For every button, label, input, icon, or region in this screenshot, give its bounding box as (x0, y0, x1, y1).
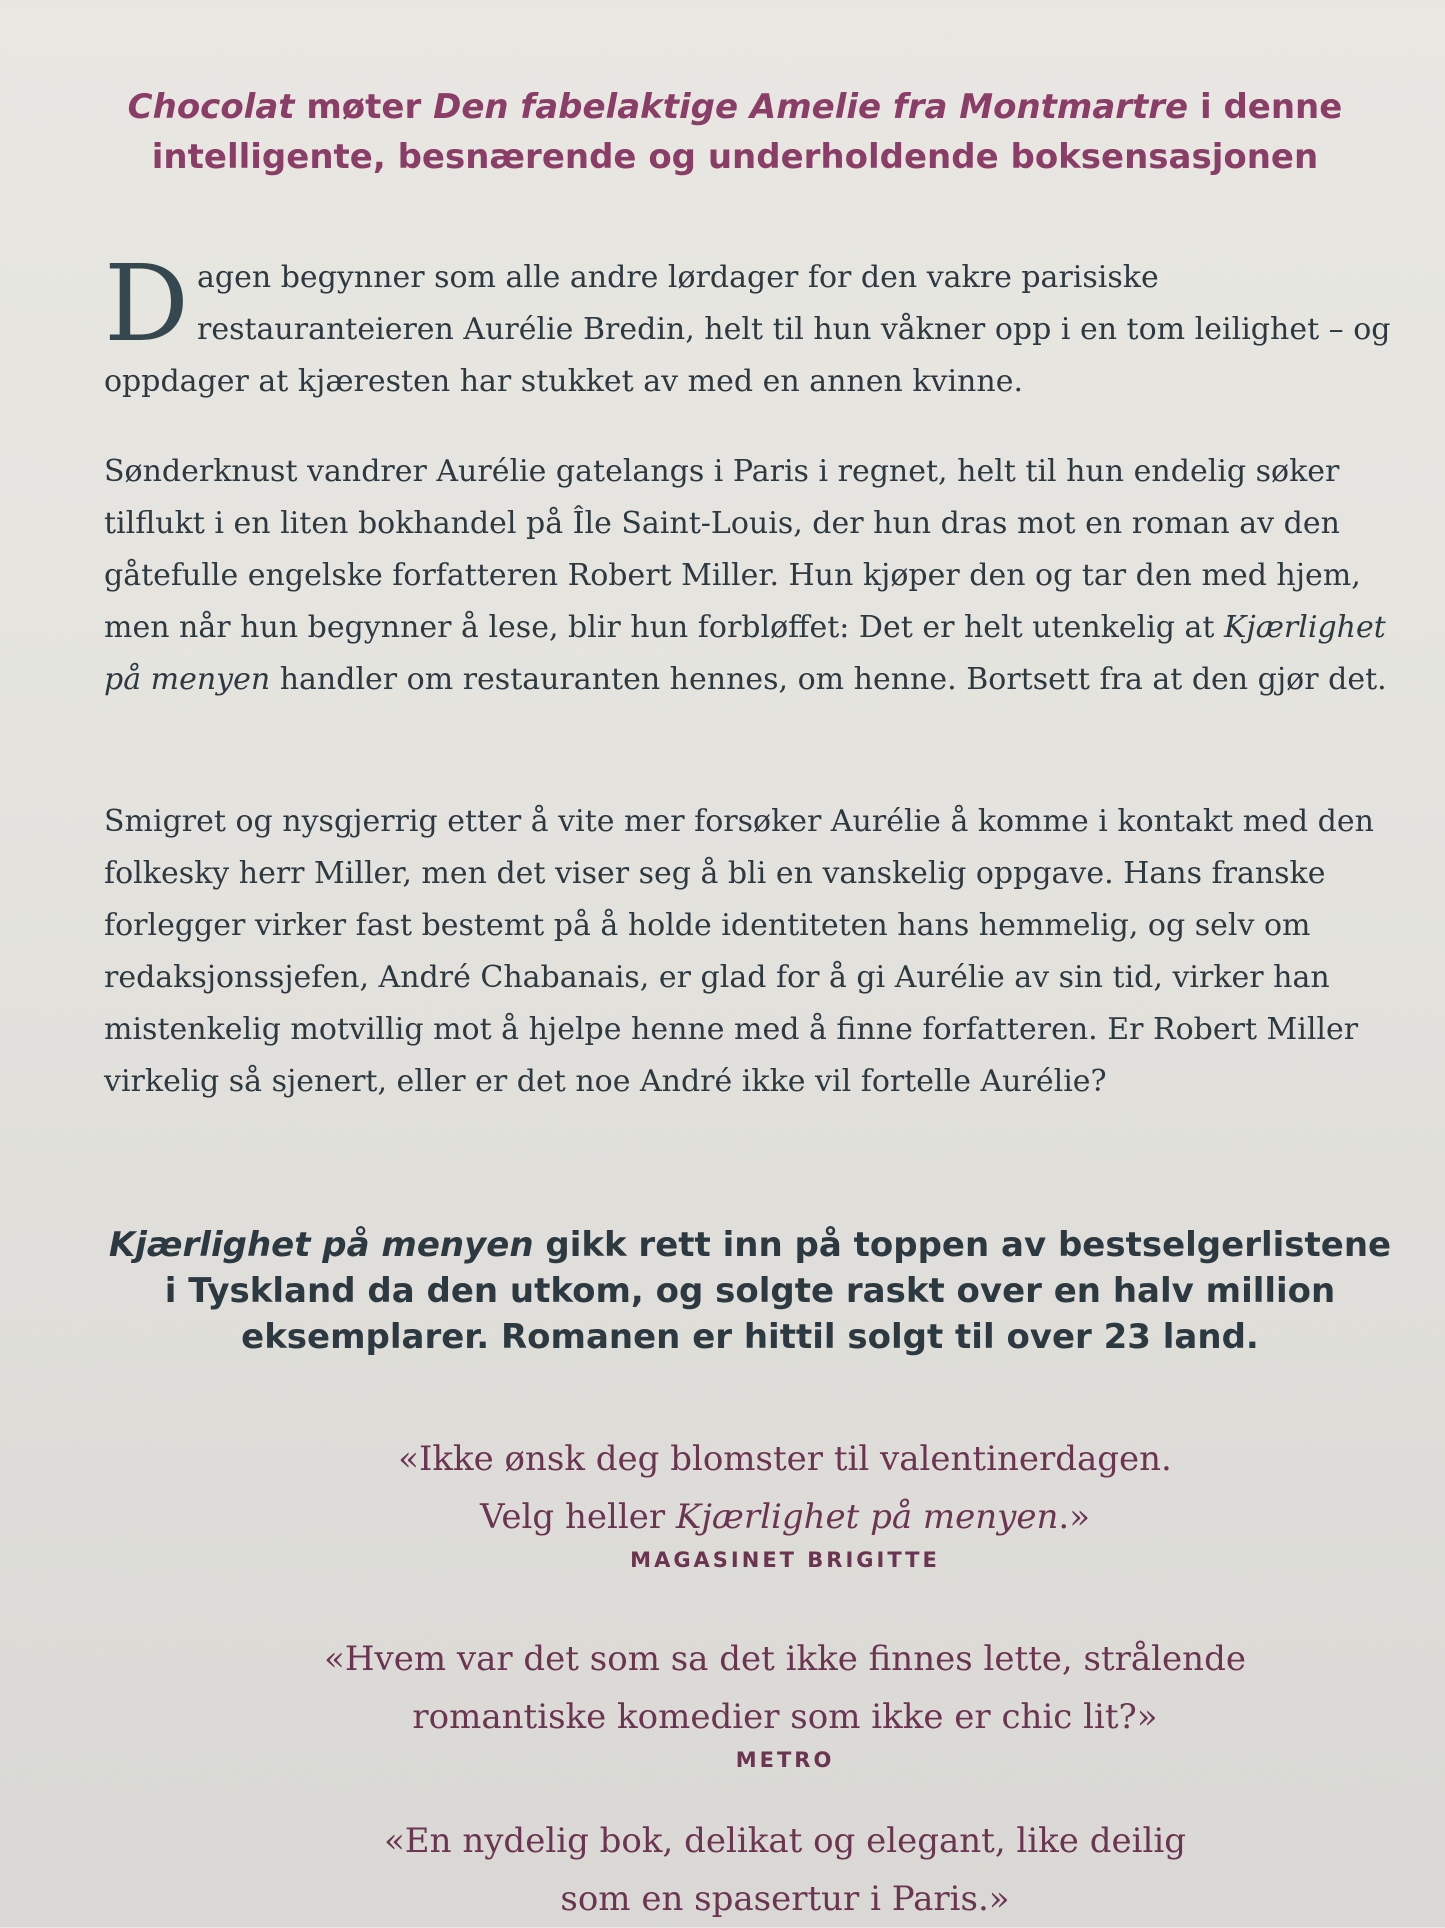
quote-book-title: Kjærlighet på menyen (675, 1497, 1059, 1537)
sales-book-title: Kjærlighet på menyen (108, 1225, 534, 1265)
quote-line-2-pre: Velg heller (479, 1497, 676, 1537)
paragraph-2 (104, 446, 1394, 706)
quote-line-2: romantiske komedier som ikke er chic lit?» (412, 1697, 1158, 1737)
quote-line-2: som en spasertur i Paris.» (560, 1879, 1010, 1919)
quote-source: METRO (735, 1748, 835, 1772)
quote-line-1: «Ikke ønsk deg blomster til valentinerdagen. (398, 1439, 1172, 1479)
quote-metro (200, 1630, 1370, 1772)
sales-text: gikk rett inn på toppen av bestselgerlistene i Tyskland da den utkom, og solgte raskt over en halv million eksemplarer. Romanen er hittil solgt til over 23 land. (164, 1225, 1392, 1357)
paragraph-3 (104, 796, 1394, 1108)
paragraph-2-book-title: Kjærlighet på menyen (104, 610, 1386, 697)
drop-cap: D (104, 242, 189, 365)
headline-title-amelie: Den fabelaktige Amelie fra Montmartre (433, 87, 1189, 127)
quote-source: MAGASINET BRIGITTE (630, 1548, 940, 1572)
quote-paris (200, 1812, 1370, 1928)
headline (100, 82, 1370, 182)
paragraph-3-text: Smigret og nysgjerrig etter å vite mer forsøker Aurélie å komme i kontakt med den folkesky herr Miller, men det viser seg å bli en vanskelig oppgave. Hans franske forlegger virker fast bestemt på å holde identiteten hans hemmelig, og selv om redaksjonssjefen, André Chabanais, er glad for å gi Aurélie av sin tid, virker han mistenkelig motvillig mot å hjelpe henne med å finne forfatteren. Er Robert Miller virkelig så sjenert, eller er det noe André ikke vil fortelle Aurélie? (104, 804, 1374, 1099)
quote-line-1: «Hvem var det som sa det ikke finnes lette, strålende (324, 1639, 1246, 1679)
headline-text-1: møter (294, 87, 434, 127)
headline-text-2: i denne intelligente, besnærende og underholdende boksensasjonen (151, 87, 1343, 177)
paragraph-2-text-1: Sønderknust vandrer Aurélie gatelangs i Paris i regnet, helt til hun endelig søker tilflukt i en liten bokhandel på Île Saint-Louis, der hun dras mot en roman av den gåtefulle engelske forfatteren Robert Miller. Hun kjøper den og tar den med hjem, men når hun begynner å lese, blir hun forbløffet: Det er helt utenkelig at (104, 454, 1361, 645)
paragraph-2-text-2: handler om restauranten hennes, om henne. Bortsett fra at den gjør det. (270, 662, 1387, 697)
sales-statement (100, 1222, 1400, 1360)
quote-line-1: «En nydelig bok, delikat og elegant, like deilig (384, 1821, 1186, 1861)
headline-title-chocolat: Chocolat (127, 87, 295, 127)
quote-line-2-post: .» (1058, 1497, 1091, 1537)
quote-brigitte (200, 1430, 1370, 1572)
quote-line-2 (200, 1488, 1370, 1546)
intro-paragraph (104, 242, 1394, 408)
intro-text: agen begynner som alle andre lørdager for den vakre parisiske restauranteieren Aurélie Bredin, helt til hun våkner opp i en tom leilighet – og oppdager at kjæresten har stukket av med en annen kvinne. (104, 260, 1391, 399)
